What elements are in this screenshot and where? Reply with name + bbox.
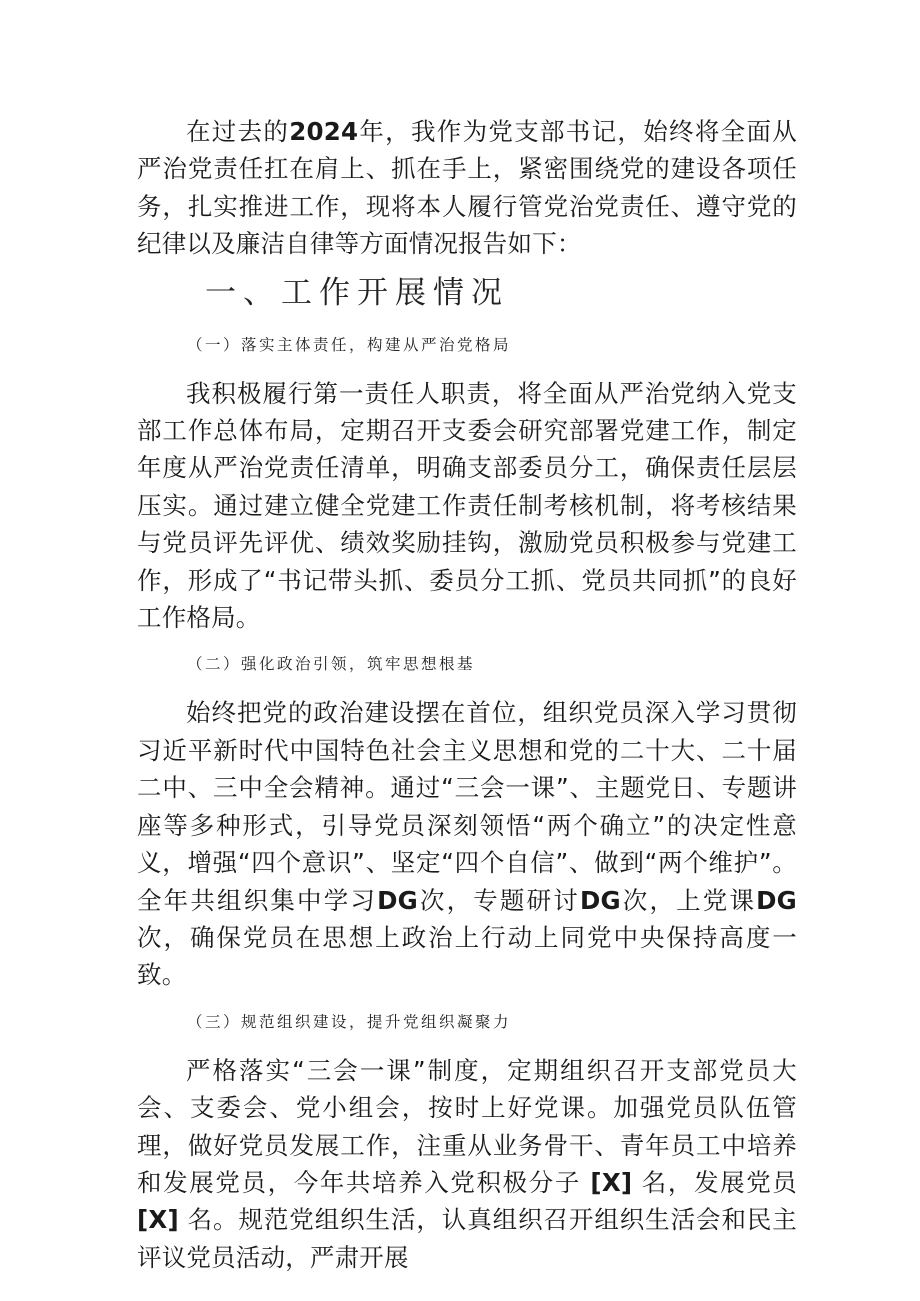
subsection-2-text-4: 次，确保党员在思想上政治上行动上同党中央保持高度一致。 [137,922,797,990]
intro-text-1: 在过去的 [186,117,290,146]
subsection-2-body [137,694,797,993]
subsection-1-body: 我积极履行第一责任人职责，将全面从严治党纳入党支部工作总体布局，定期召开支委会研究部署党建工作，制定年度从严治党责任清单，明确支部委员分工，确保责任层层压实。通过建立健全党建工作责任制考核机制，将考核结果与党员评先评优、绩效奖励挂钩，激励党员积极参与党建工作，形成了“书记带头抓、委员分工抓、党员共同抓”的良好工作格局。 [137,378,797,633]
study-count-placeholder: DG [377,885,418,915]
subsection-3-body [137,1052,797,1276]
subsection-3-text-3: 名。规范党组织生活，认真组织召开组织生活会和民主评议党员活动，严肃开展 [137,1205,797,1272]
subsection-heading-1: （一）落实主体责任，构建从严治党格局 [187,335,512,354]
intro-paragraph [137,113,797,263]
intro-year: 2024 [289,117,359,146]
subsection-heading-2: （二）强化政治引领，筑牢思想根基 [187,655,476,674]
subsection-3-text-2: 名，发展党员 [632,1167,798,1197]
section-heading-1: 一、工作开展情况 [205,274,509,311]
seminar-count-placeholder: DG [579,885,621,915]
new-member-count-placeholder: [X] [137,1205,179,1235]
document-body [137,113,797,1276]
subsection-2-text-2: 次，专题研讨 [417,885,580,915]
subsection-heading-3: （三）规范组织建设，提升党组织凝聚力 [187,1012,512,1031]
subsection-2-text-1: 始终把党的政治建设摆在首位，组织党员深入学习贯彻习近平新时代中国特色社会主义思想和党的二十大、二十届二中、三中全会精神。通过“三会一课”、主题党日、专题讲座等多种形式，引导党员深刻领悟“两个确立”的决定性意义，增强“四个意识”、坚定“四个自信”、做到“两个维护”。全年共组织集中学习 [137,698,797,915]
activist-count-placeholder: [X] [590,1167,633,1197]
lecture-count-placeholder: DG [756,885,797,915]
subsection-3-text-1: 严格落实“三会一课”制度，定期组织召开支部党员大会、支委会、党小组会，按时上好党课。加强党员队伍管理，做好党员发展工作，注重从业务骨干、青年员工中培养和发展党员，今年共培养入党积极分子 [137,1055,797,1197]
intro-text-2: 年，我作为党支部书记，始终将全面从严治党责任扛在肩上、抓在手上，紧密围绕党的建设各项任务，扎实推进工作，现将本人履行管党治党责任、遵守党的纪律以及廉洁自律等方面情况报告如下： [137,117,797,259]
subsection-2-text-3: 次，上党课 [620,885,757,915]
